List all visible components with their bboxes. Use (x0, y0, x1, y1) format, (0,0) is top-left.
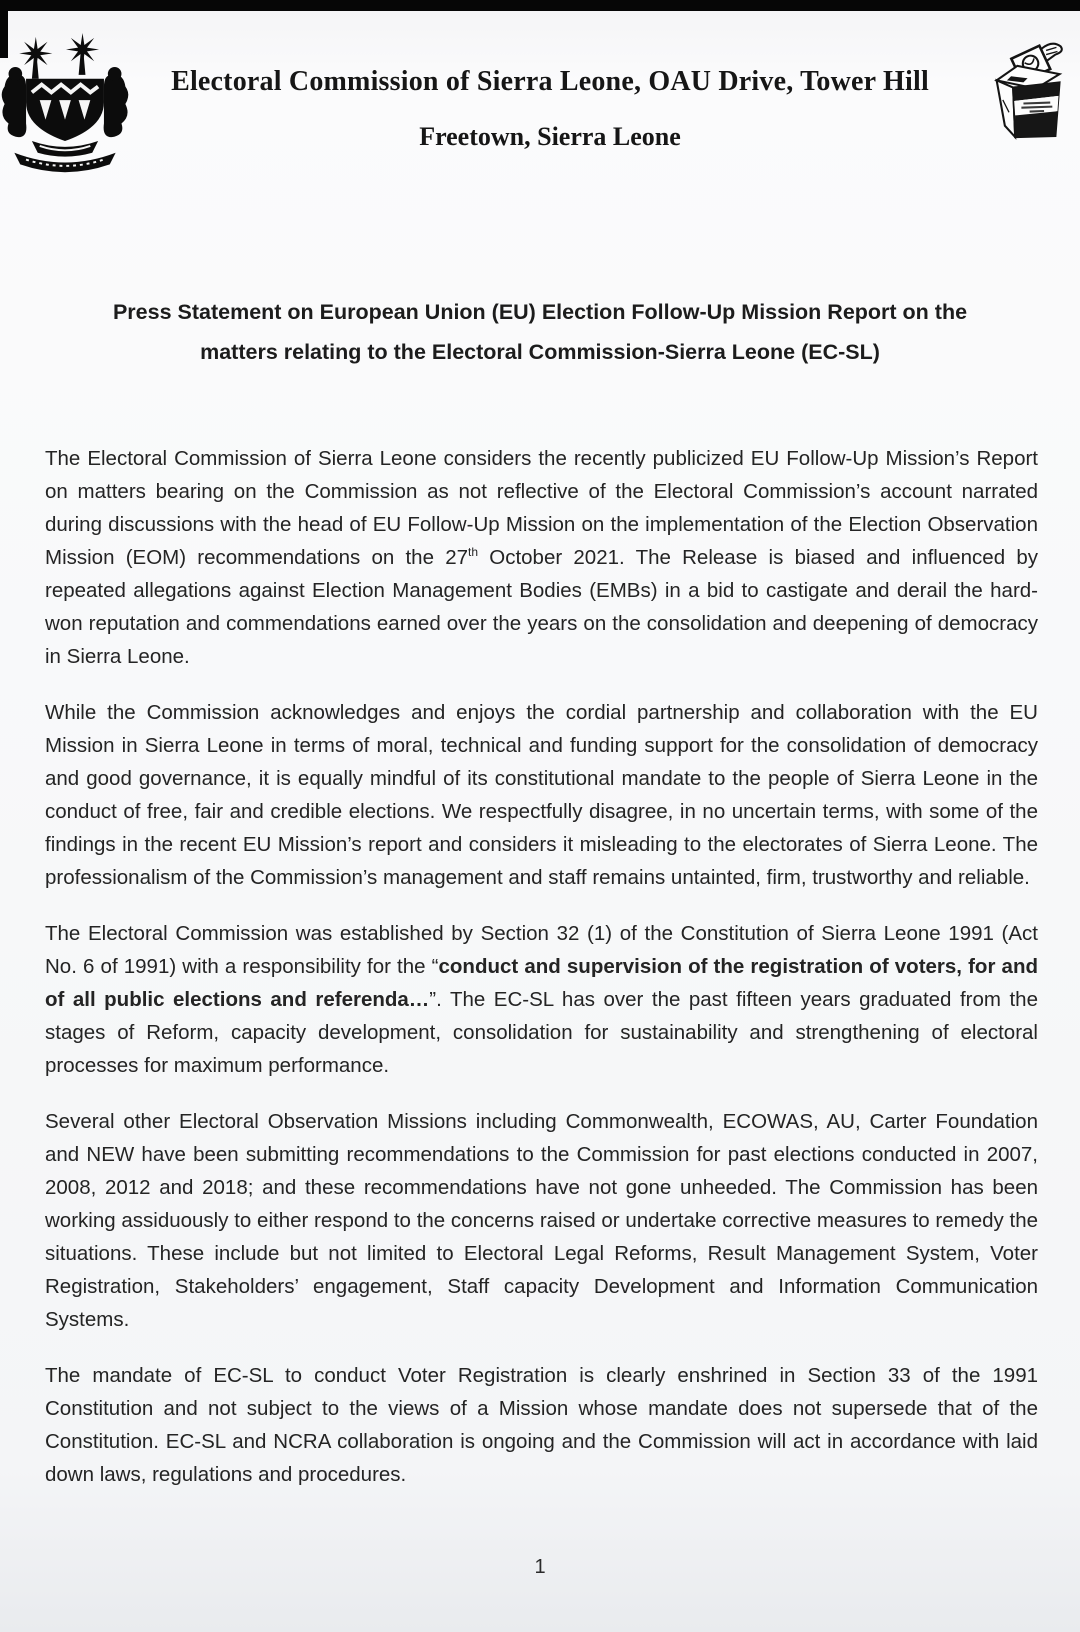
paragraph-text: The Electoral Commission was established by Section 32 (1) of the Constitution of Sierra Leone 1991 (Act No. 6 of 1991) with a responsibility for the “ (45, 922, 1038, 978)
paragraph-text: Several other Electoral Observation Missions including Commonwealth, ECOWAS, AU, Carter Foundation and NEW have been submitting recommendations to the Commission for past elections conducted in 2007, 2008, 2012 and 2018; and these recommendations have not gone unheeded. The Commission has been working assiduously to either respond to the concerns raised or undertake corrective measures to remedy the situations. These include but not limited to Electoral Legal Reforms, Result Management System, Voter Registration, Stakeholders’ engagement, Staff capacity Development and Information Communication Systems. (45, 1110, 1038, 1331)
title-line-1: Press Statement on European Union (EU) Election Follow-Up Mission Report on the (112, 300, 968, 324)
quoted-constitution-text: conduct and supervision of the registration of voters, for and of all public elections and referenda… (45, 955, 1038, 1011)
scan-edge-artifact-top (0, 0, 1080, 11)
page-number: 1 (534, 1556, 546, 1578)
paragraph-text: October 2021. The Release is biased and influenced by repeated allegations against Election Management Bodies (EMBs) in a bid to castigate and derail the hard-won reputation and commendations earned over the years on the consolidation and deepening of democracy in Sierra Leone. (45, 546, 1038, 668)
org-address-line: Electoral Commission of Sierra Leone, OAU Drive, Tower Hill (171, 66, 929, 97)
statement-body (45, 442, 1038, 1514)
ballot-box-icon (950, 36, 1068, 168)
paragraph-text: The mandate of EC-SL to conduct Voter Registration is clearly enshrined in Section 33 of the 1991 Constitution and not subject to the views of a Mission whose mandate does not supersede that of the Constitution. EC-SL and NCRA collaboration is ongoing and the Commission will act in accordance with laid down laws, regulations and procedures. (45, 1364, 1038, 1486)
paragraph-voter-registration-mandate (45, 1359, 1038, 1491)
letterhead (150, 66, 950, 152)
paragraph-observation-missions (45, 1105, 1038, 1336)
coat-of-arms-icon (0, 32, 138, 180)
paragraph-partnership (45, 696, 1038, 894)
ordinal-superscript: th (468, 545, 479, 560)
paragraph-text: The Electoral Commission of Sierra Leone considers the recently publicized EU Follow-Up Mission’s Report on matters bearing on the Commission as not reflective of the Electoral Commission’s account narrated during discussions with the head of EU Follow-Up Mission on the implementation of the Election Observation Mission (EOM) recommendations on the 27 (45, 447, 1038, 569)
paragraph-text: While the Commission acknowledges and enjoys the cordial partnership and collaboration with the EU Mission in Sierra Leone in terms of moral, technical and funding support for the consolidation of democracy and good governance, it is equally mindful of its constitutional mandate to the people of Sierra Leone in the conduct of free, fair and credible elections. We respectfully disagree, in no uncertain terms, with some of the findings in the recent EU Mission’s report and considers it misleading to the electorates of Sierra Leone. The professionalism of the Commission’s management and staff remains untainted, firm, trustworthy and reliable. (45, 701, 1038, 889)
paragraph-constitution-mandate (45, 917, 1038, 1082)
title-line-2: matters relating to the Electoral Commission-Sierra Leone (EC-SL) (200, 340, 880, 364)
paragraph-eu-report (45, 442, 1038, 673)
press-statement-title (0, 292, 1080, 372)
org-city-line: Freetown, Sierra Leone (419, 122, 681, 151)
paragraph-text: ”. The EC-SL has over the past fifteen years graduated from the stages of Reform, capacity development, consolidation for sustainability and strengthening of electoral processes for maximum performance. (45, 988, 1038, 1077)
